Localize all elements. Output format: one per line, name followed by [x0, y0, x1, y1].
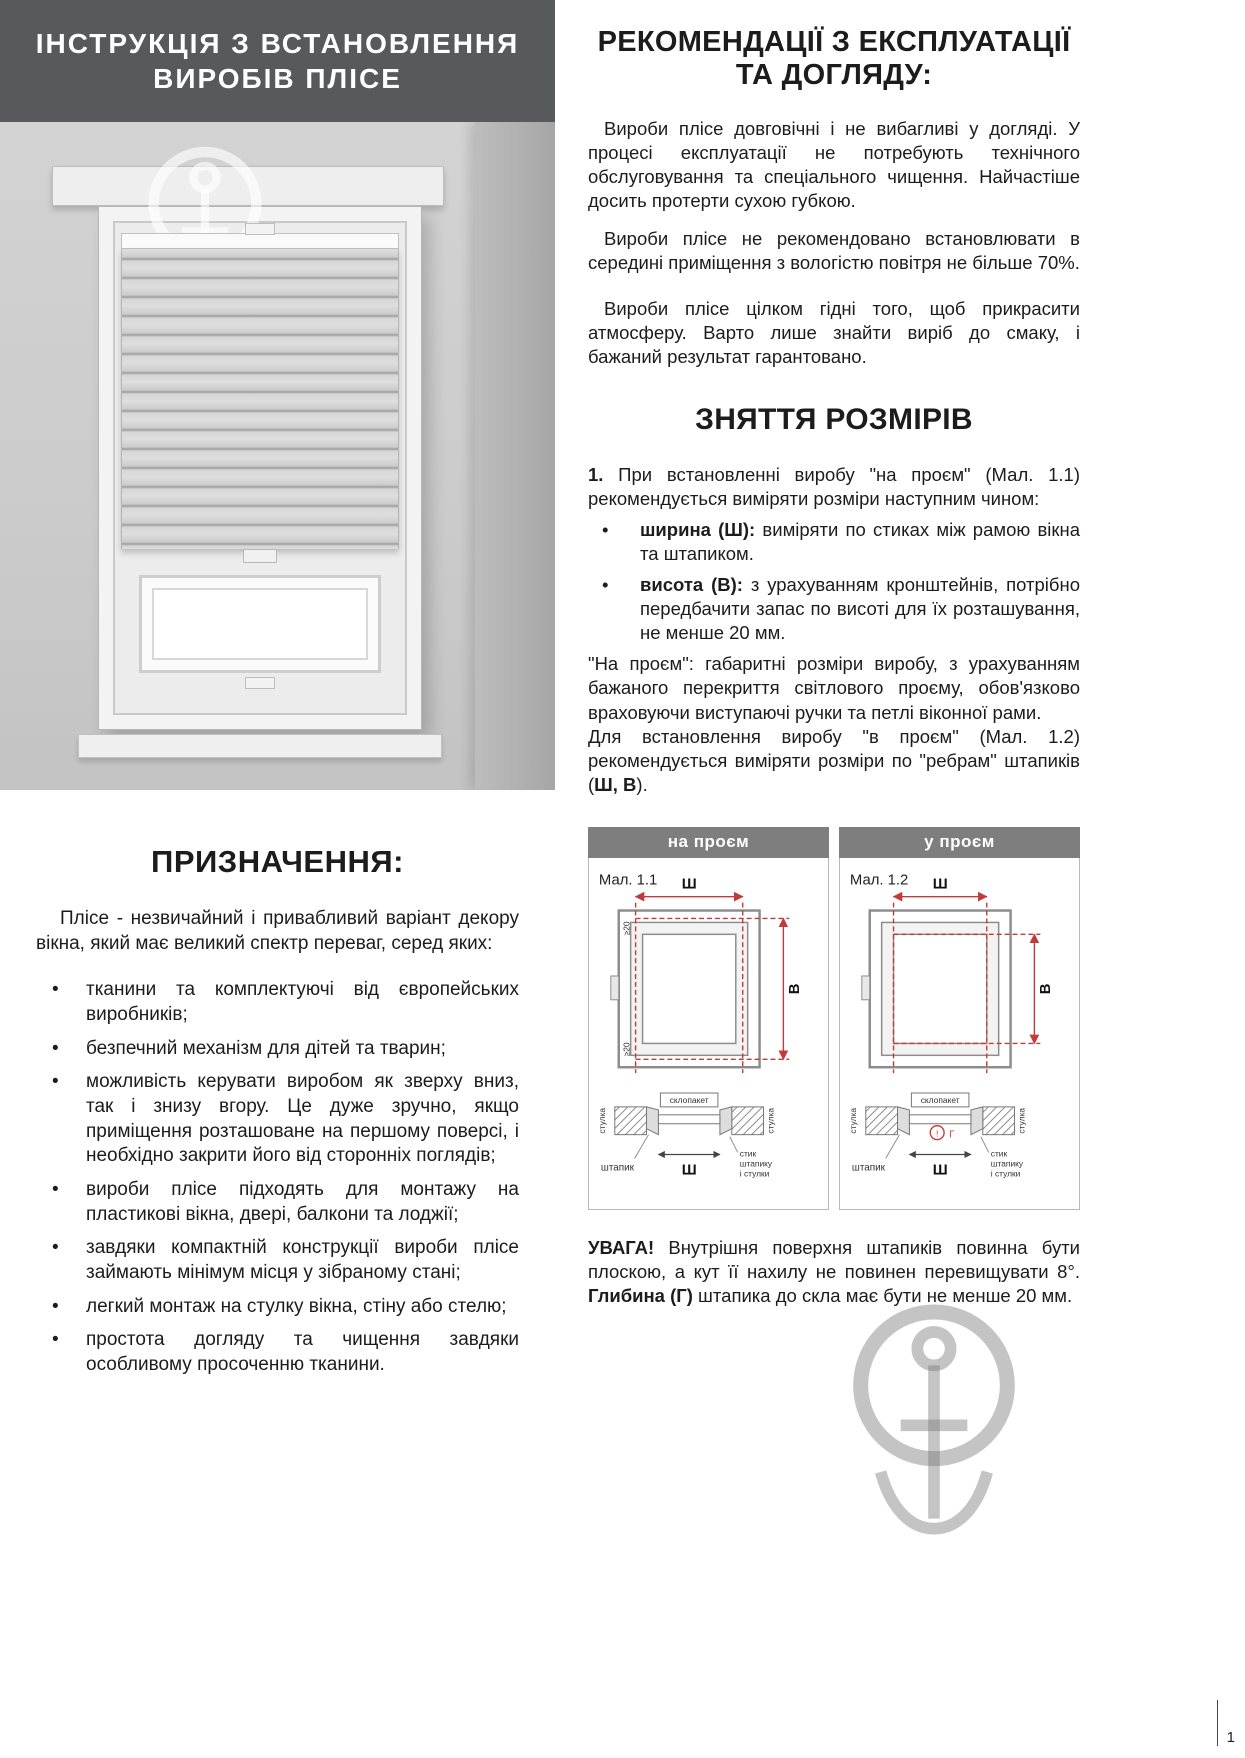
purpose-intro: Плісе - незвичайний і привабливий варіант декору вікна, який має великий спектр переваг, серед яких: — [36, 908, 519, 955]
window-cornice — [52, 166, 444, 206]
measure-paragraph-3: Для встановлення виробу "в проєм" (Мал. 1.2) рекомендується виміряти розміри по "ребрам" штапиків (Ш, В). — [588, 725, 1080, 795]
care-paragraph-3: Вироби плісе цілком гідні того, щоб прикрасити атмосферу. Варто лише знайти виріб до смаку, і бажаний результат гарантовано. — [588, 297, 1080, 368]
care-paragraph-2: Вироби плісе не рекомендовано встановлювати в середині приміщення з вологістю повітря не більше 70%. — [588, 227, 1080, 273]
window-sill — [78, 734, 442, 758]
purpose-bullet-item: • можливість керувати виробом як зверху вниз, так і знизу вгору. Це дуже зручно, якщо приміщення розташоване на першому поверсі, і необхідно закрити його від сторонніх поглядів; — [36, 1070, 519, 1169]
instruction-header — [0, 0, 555, 122]
sash-handle — [245, 677, 275, 689]
blind-top-tab — [245, 223, 275, 235]
measure-paragraph-2: "На проєм": габаритні розміри виробу, з урахуванням бажаного перекриття світлового проєму, обов'язково враховуючи виступаючі ручки та петлі віконної рами. — [588, 653, 1080, 723]
page-number-divider — [1217, 1700, 1218, 1746]
diagram-header-na-proem: на проєм — [588, 827, 829, 858]
height-dim-label: В — [787, 983, 804, 994]
purpose-bullet-item: • безпечний механізм для дітей та тварин; — [36, 1037, 519, 1062]
cross-section — [597, 1093, 776, 1178]
warning-label: УВАГА! — [588, 1236, 655, 1258]
blind-pull-tab — [243, 549, 277, 563]
diagram-na-proem — [589, 858, 828, 1209]
gap-bottom-label: ≥20 — [621, 1042, 632, 1057]
diagram-panel-na-proem — [588, 827, 829, 1210]
sash-right-label: стулка — [1016, 1107, 1027, 1134]
purpose-bullet-item: • завдяки компактній конструкції вироби плісе займають мінімум місця у зібраному стані; — [36, 1236, 519, 1285]
purpose-bullet-item: • тканини та комплектуючі від європейських виробників; — [36, 978, 519, 1027]
measure-bullet-list — [588, 518, 1080, 645]
window-pane — [139, 575, 381, 673]
care-title-line1: РЕКОМЕНДАЦІЇ З ЕКСПЛУАТАЦІЇ — [597, 26, 1071, 58]
diagram-body-na-proem — [588, 858, 829, 1210]
depth-mark-label: Г — [949, 1129, 955, 1141]
purpose-section — [0, 790, 555, 1378]
width-dim-label: Ш — [681, 876, 697, 893]
purpose-title: ПРИЗНАЧЕННЯ: — [151, 844, 404, 879]
gap-top-label: ≥20 — [621, 921, 632, 936]
joint-label-l1: стик — [739, 1148, 757, 1159]
blind-top-rail — [121, 233, 399, 249]
width-dim-label: Ш — [932, 876, 948, 893]
depth-term: Глибина (Г) — [588, 1284, 693, 1306]
watermark-logo — [834, 1282, 1034, 1572]
window-drawing — [611, 910, 760, 1067]
cross-section — [848, 1093, 1027, 1178]
right-column — [588, 0, 1080, 1758]
joint-label-l2: штапику — [990, 1158, 1024, 1169]
joint-label-l2: штапику — [739, 1158, 773, 1169]
diagram-u-proem — [840, 858, 1079, 1209]
sash-right-label: стулка — [765, 1107, 776, 1134]
measure-bullet-height: • висота (В): з урахуванням кронштейнів, потрібно передбачити запас по висоті для їх розташування, не менше 20 мм. — [588, 573, 1080, 645]
measurement-diagrams — [588, 827, 1080, 1210]
warning-paragraph: УВАГА! Внутрішня поверхня штапиків повинна бути плоскою, а кут її нахилу не повинен перевищувати 8°. Глибина (Г) штапика до скла має бути не менше 20 мм. — [588, 1236, 1080, 1306]
diagram-header-u-proem: у проєм — [839, 827, 1080, 858]
measure-step-1: 1. При встановленні виробу "на проєм" (Мал. 1.1) рекомендується виміряти розміри наступним чином: — [588, 464, 1080, 510]
window-photo — [0, 122, 555, 790]
pleated-blind — [121, 249, 399, 549]
sash-left-label: стулка — [847, 1107, 858, 1134]
joint-label-l3: і стулки — [990, 1168, 1021, 1179]
instruction-header-line1: ІНСТРУКЦІЯ З ВСТАНОВЛЕННЯ — [35, 28, 520, 59]
joint-label-l3: і стулки — [739, 1168, 770, 1179]
figure-label: Мал. 1.1 — [598, 872, 658, 889]
care-paragraph-1: Вироби плісе довговічні і не вибагливі у догляді. У процесі експлуатації не потребують технічного обслуговування та спеціального чищення. Найчастіше досить протерти сухою губкою. — [588, 117, 1080, 211]
care-title — [588, 26, 1080, 93]
window-frame — [98, 206, 422, 730]
diagram-body-u-proem — [839, 858, 1080, 1210]
bead-label: штапик — [600, 1162, 635, 1174]
width-bottom-label: Ш — [932, 1162, 948, 1179]
step-number: 1. — [588, 464, 604, 486]
glazing-label: склопакет — [920, 1094, 960, 1105]
purpose-bullet-list — [36, 978, 519, 1378]
left-column — [0, 0, 555, 1387]
purpose-bullet-item: • вироби плісе підходять для монтажу на пластикові вікна, двері, балкони та лоджії; — [36, 1178, 519, 1227]
joint-label-l1: стик — [990, 1148, 1008, 1159]
purpose-bullet-item: • простота догляду та чищення завдяки особливому просоченню тканини. — [36, 1328, 519, 1377]
purpose-bullet-item: • легкий монтаж на стулку вікна, стіну або стелю; — [36, 1295, 519, 1320]
diagram-panel-u-proem — [839, 827, 1080, 1210]
bead-label: штапик — [851, 1162, 886, 1174]
measure-title: ЗНЯТТЯ РОЗМІРІВ — [695, 403, 973, 437]
height-dim-label: В — [1038, 983, 1055, 994]
glazing-label: склопакет — [669, 1094, 709, 1105]
width-bottom-label: Ш — [681, 1162, 697, 1179]
measure-bullet-width: • ширина (Ш): виміряти по стиках між рамою вікна та штапиком. — [588, 518, 1080, 566]
page-number: 1 — [1217, 1700, 1235, 1746]
wall-shadow — [475, 122, 555, 790]
sash-left-label: стулка — [596, 1107, 607, 1134]
instruction-header-line2: ВИРОБІВ ПЛІСЕ — [153, 63, 402, 94]
care-title-line2: ТА ДОГЛЯДУ: — [735, 59, 933, 92]
depth-excl-label: ! — [936, 1128, 939, 1139]
figure-label: Мал. 1.2 — [849, 872, 909, 889]
